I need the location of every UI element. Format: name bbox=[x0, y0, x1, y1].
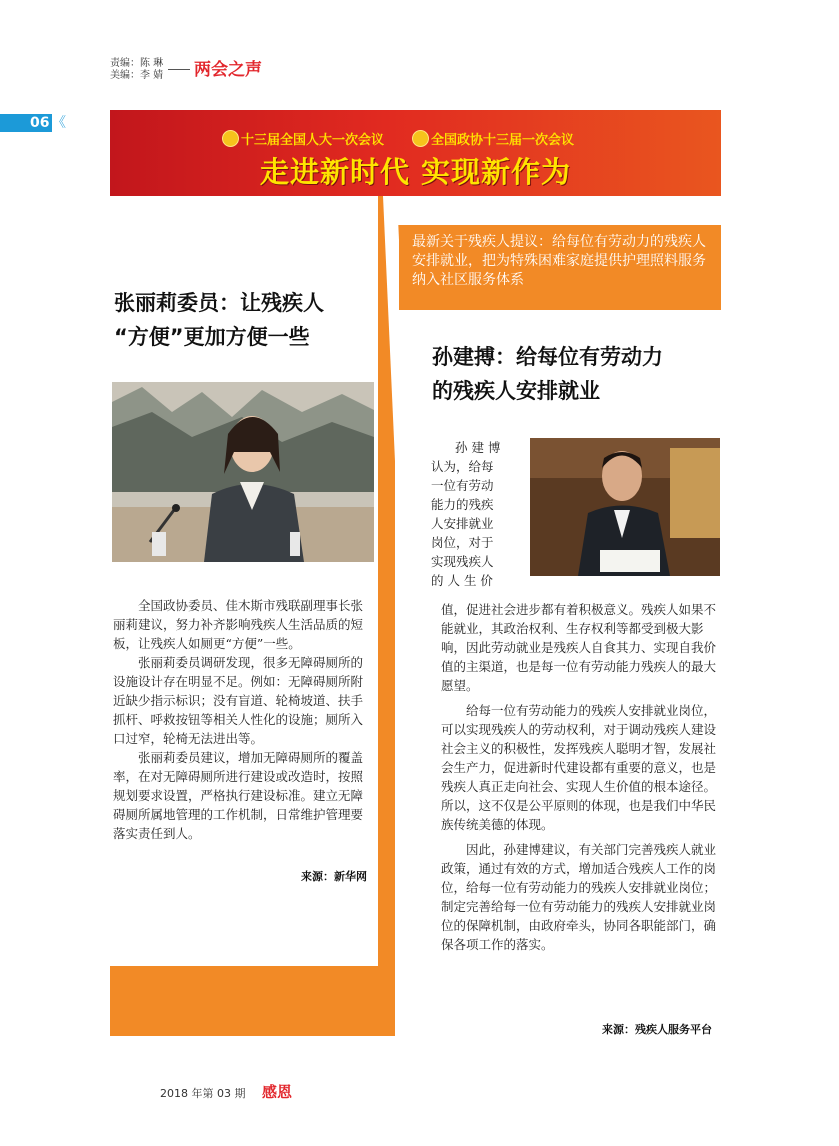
paragraph: 给每一位有劳动能力的残疾人安排就业岗位，可以实现残疾人的劳动权利，对于调动残疾人建设社会主义的积极性，发挥残疾人聪明才智，发展社会生产力，促进新时代建设都有重要的意义，也是残疾人真正走向社会、实现人生价值的根本途径。所以，这不仅是公平原则的体现，也是我们中华民族传统美德的体现。 bbox=[441, 703, 717, 832]
chevron-left-icon: 《 bbox=[52, 115, 66, 131]
header-rule bbox=[168, 69, 190, 70]
intro-line: 实现残疾人 bbox=[431, 554, 494, 569]
editor-credits bbox=[110, 58, 163, 82]
left-headline-line: “方便”更加方便一些 bbox=[114, 325, 310, 349]
left-headline bbox=[114, 286, 374, 354]
paragraph: 全国政协委员、佳木斯市残联副理事长张丽莉建议，努力补齐影响残疾人生活品质的短板，让残疾人如厕更“方便”一些。 bbox=[113, 598, 364, 651]
paragraph: 值，促进社会进步都有着积极意义。残疾人如果不能就业，其政治权利、生存权利等都受到极大影响，因此劳动就业是残疾人自食其力、实现自我价值的主渠道，也是每一位有劳动能力残疾人的最大愿望。 bbox=[441, 602, 717, 693]
banner-subtitle-npc: 十三届全国人大一次会议 bbox=[241, 133, 385, 148]
right-headline bbox=[432, 340, 722, 408]
magazine-logo: 感恩 bbox=[262, 1083, 293, 1101]
left-article-body bbox=[113, 596, 373, 843]
intro-line: 孙 建 博 bbox=[455, 440, 501, 455]
photo-sun-jianbo bbox=[530, 438, 720, 576]
cppcc-emblem-icon bbox=[412, 130, 429, 147]
intro-line: 人安排就业 bbox=[431, 516, 494, 531]
banner-title: 走进新时代 实现新作为 bbox=[259, 155, 572, 189]
intro-line: 认为，给每 bbox=[431, 459, 494, 474]
left-source: 来源：新华网 bbox=[301, 870, 367, 883]
paragraph: 因此，孙建博建议，有关部门完善残疾人就业政策，通过有效的方式，增加适合残疾人工作的岗位，给每一位有劳动能力的残疾人安排就业岗位；制定完善给每一位有劳动能力的残疾人安排就业岗位的保障机制，由政府牵头，协同各职能部门，确保各项工作的落实。 bbox=[441, 842, 717, 952]
editor-line: 责编：陈 琳 bbox=[110, 58, 164, 69]
right-source: 来源：残疾人服务平台 bbox=[602, 1023, 712, 1036]
paragraph: 张丽莉委员建议，增加无障碍厕所的覆盖率，在对无障碍厕所进行建设或改造时，按照规划要求设置，严格执行建设标准。建立无障碍厕所属地管理的工作机制，日常维护管理要落实责任到人。 bbox=[113, 750, 364, 841]
right-article-intro bbox=[431, 438, 523, 590]
section-title: 两会之声 bbox=[194, 60, 262, 80]
intro-lines bbox=[431, 438, 523, 590]
page-number: 06 bbox=[30, 115, 50, 131]
intro-line: 的 人 生 价 bbox=[431, 573, 493, 588]
right-headline-line: 孙建搏：给每位有劳动力 bbox=[432, 345, 663, 369]
right-article-body bbox=[441, 600, 723, 960]
intro-line: 岗位，对于 bbox=[431, 535, 494, 550]
intro-line: 能力的残疾 bbox=[431, 497, 494, 512]
left-headline-line: 张丽莉委员：让残疾人 bbox=[114, 291, 324, 315]
paragraph: 张丽莉委员调研发现，很多无障碍厕所的设施设计存在明显不足。例如：无障碍厕所附近缺少指示标识；没有盲道、轮椅坡道、扶手抓杆、呼救按钮等相关人性化的设施；厕所入口过窄，轮椅无法进出等。 bbox=[113, 655, 364, 746]
designer-line: 美编：李 婧 bbox=[110, 70, 164, 81]
photo-zhang-lili bbox=[112, 382, 374, 562]
banner-subtitle-cppcc: 全国政协十三届一次会议 bbox=[431, 133, 575, 148]
issue-label: 2018 年第 03 期 bbox=[160, 1087, 246, 1100]
npc-emblem-icon bbox=[222, 130, 239, 147]
intro-line: 一位有劳动 bbox=[431, 478, 494, 493]
right-headline-line: 的残疾人安排就业 bbox=[432, 379, 600, 403]
teaser-text: 最新关于残疾人提议：给每位有劳动力的残疾人安排就业，把为特殊困难家庭提供护理照料服务纳入社区服务体系 bbox=[412, 234, 706, 288]
